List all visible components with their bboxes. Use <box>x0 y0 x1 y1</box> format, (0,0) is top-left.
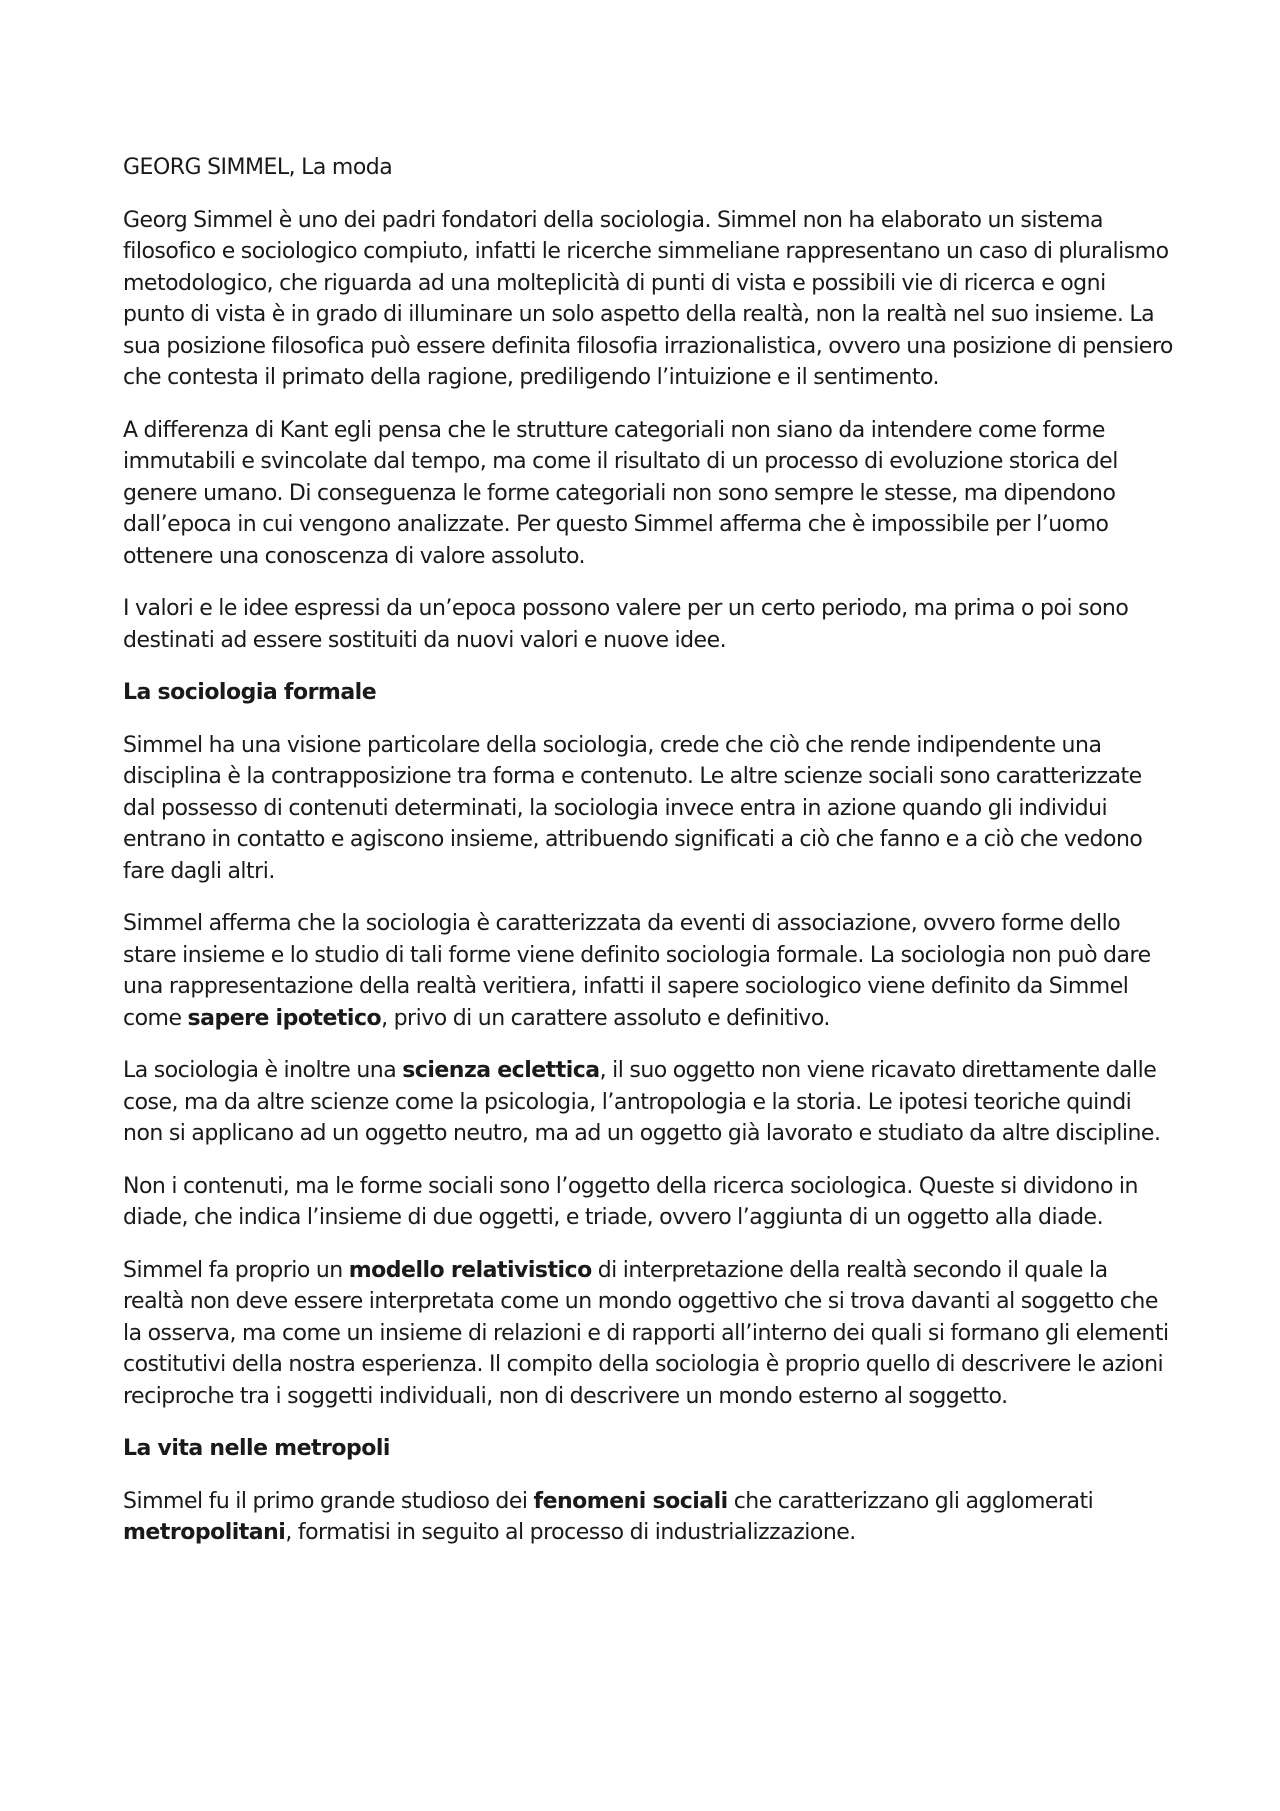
section-heading-sociologia-formale: La sociologia formale <box>123 680 377 705</box>
text-run: Simmel afferma che la sociologia è caratterizzata da eventi di associazione, ovvero forme dello stare insieme e lo studio di tali forme viene definito sociologia formale. La sociologia non può dare una rappresentazione della realtà veritiera, infatti il sapere sociologico viene definito da Simmel come <box>123 911 1151 1031</box>
bold-term: fenomeni sociali <box>533 1488 728 1514</box>
text-run: , privo di un carattere assoluto e definitivo. <box>381 1005 830 1031</box>
paragraph-sociologia-vision: Simmel ha una visione particolare della sociologia, crede che ciò che rende indipendente una disciplina è la contrapposizione tra forma e contenuto. Le altre scienze sociali sono caratterizzate dal possesso di contenuti determinati, la sociologia invece entra in azione quando gli individui entrano in contatto e agiscono insieme, attribuendo significati a ciò che fanno e a ciò che vedono fare dagli altri. <box>123 732 1143 884</box>
text-run: La sociologia è inoltre una <box>123 1058 403 1083</box>
paragraph-values: I valori e le idee espressi da un’epoca possono valere per un certo periodo, ma prima o poi sono destinati ad essere sostituiti da nuovi valori e nuove idee. <box>123 596 1129 653</box>
bold-term: modello relativistico <box>348 1257 592 1283</box>
paragraph-kant: A differenza di Kant egli pensa che le strutture categoriali non siano da intendere come forme immutabili e svincolate dal tempo, ma come il risultato di un processo di evoluzione storica del genere umano. Di conseguenza le forme categoriali non sono sempre le stesse, ma dipendono dall’epoca in cui vengono analizzate. Per questo Simmel afferma che è impossibile per l’uomo ottenere una conoscenza di valore assoluto. <box>123 417 1118 569</box>
paragraph-associazione <box>123 908 1173 1034</box>
document-title: GEORG SIMMEL, La moda <box>123 155 393 180</box>
text-run: Simmel fu il primo grande studioso dei <box>123 1488 534 1514</box>
section-heading-vita-metropoli: La vita nelle metropoli <box>123 1436 390 1461</box>
bold-term: scienza eclettica <box>402 1058 600 1083</box>
text-run: , il suo oggetto non viene ricavato direttamente dalle cose, ma da altre scienze come la psicologia, l’antropologia e la storia. Le ipotesi teoriche quindi non si applicano ad un oggetto neutro, ma ad un oggetto già lavorato e studiato da altre discipline. <box>123 1058 1161 1146</box>
text-run: , formatisi in seguito al processo di industrializzazione. <box>285 1520 856 1545</box>
paragraph-scienza-eclettica <box>123 1055 1173 1150</box>
text-run: Simmel fa proprio un <box>123 1257 349 1283</box>
text-run: di interpretazione della realtà secondo il quale la realtà non deve essere interpretata come un mondo oggettivo che si trova davanti al soggetto che la osserva, ma come un insieme di relazioni e di rapporti all’interno dei quali si formano gli elementi costitutivi della nostra esperienza. Il compito della sociologia è proprio quello di descrivere le azioni reciproche tra i soggetti individuali, non di descrivere un mondo esterno al soggetto. <box>123 1257 1169 1409</box>
paragraph-intro: Georg Simmel è uno dei padri fondatori della sociologia. Simmel non ha elaborato un sistema filosofico e sociologico compiuto, infatti le ricerche simmeliane rappresentano un caso di pluralismo metodologico, che riguarda ad una molteplicità di punti di vista e possibili vie di ricerca e ogni punto di vista è in grado di illuminare un solo aspetto della realtà, non la realtà nel suo insieme. La sua posizione filosofica può essere definita filosofia irrazionalistica, ovvero una posizione di pensiero che contesta il primato della ragione, prediligendo l’intuizione e il sentimento. <box>123 207 1173 390</box>
text-run: che caratterizzano gli agglomerati <box>727 1488 1094 1514</box>
document-page <box>123 152 1173 1570</box>
bold-term: sapere ipotetico <box>187 1005 382 1031</box>
paragraph-modello-relativistico <box>123 1255 1173 1413</box>
bold-term: metropolitani <box>123 1520 286 1545</box>
paragraph-forme-sociali: Non i contenuti, ma le forme sociali sono l’oggetto della ricerca sociologica. Queste si dividono in diade, che indica l’insieme di due oggetti, e triade, ovvero l’aggiunta di un oggetto alla diade. <box>123 1173 1138 1230</box>
paragraph-metropoli <box>123 1486 1173 1549</box>
